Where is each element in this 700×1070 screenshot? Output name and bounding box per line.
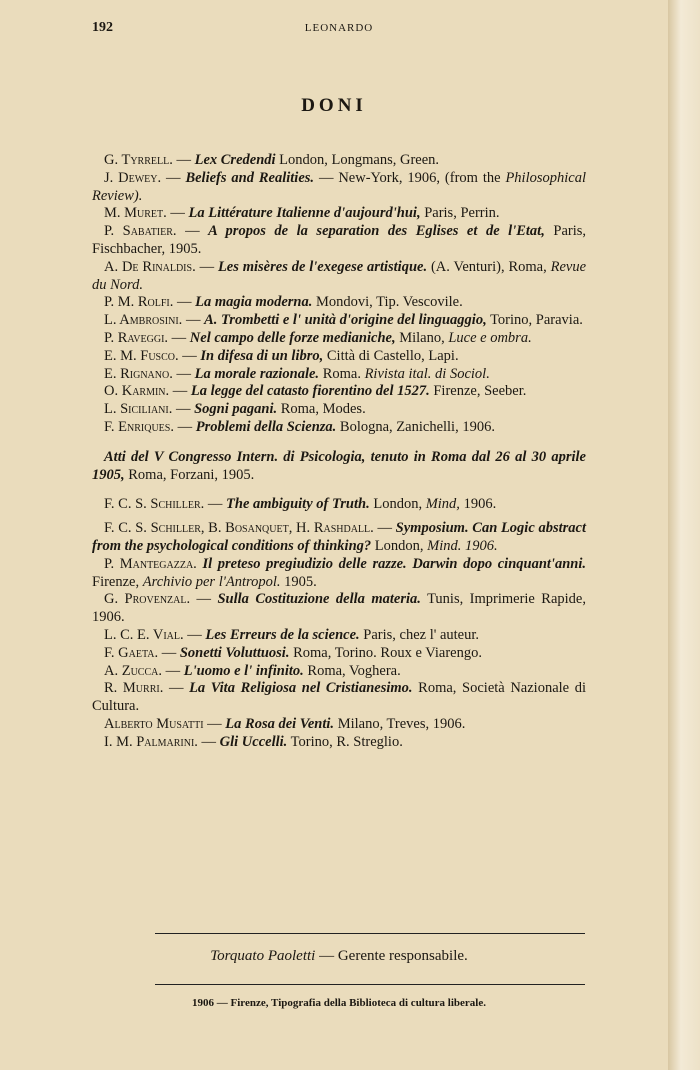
entry-separator: — bbox=[169, 383, 191, 400]
entry-title: Nel campo delle forze medianiche, bbox=[189, 329, 396, 346]
entry-publisher: Roma. bbox=[319, 365, 365, 382]
entry-separator: — bbox=[195, 258, 218, 275]
printer-imprint: 1906 — Firenze, Tipografia della Biblioteca di cultura liberale. bbox=[192, 997, 486, 1009]
entry-title: The ambiguity of Truth. bbox=[226, 496, 370, 513]
entry-separator: — bbox=[172, 365, 195, 382]
entry-periodical: Rivista ital. di Sociol. bbox=[364, 365, 490, 382]
entry-title: Sonetti Voluttuosi. bbox=[179, 644, 290, 661]
entry-publisher: Torino, Paravia. bbox=[486, 312, 583, 329]
entry-separator: — bbox=[183, 626, 206, 643]
entry-publisher: Milano, bbox=[395, 329, 449, 346]
entry-title: La morale razionale. bbox=[194, 365, 320, 382]
entry-separator: — bbox=[197, 733, 220, 750]
entry-separator: — bbox=[190, 591, 218, 608]
entry-author: F. Enriques. bbox=[104, 418, 174, 435]
entry-title: Il preteso pregiudizio delle razze. Darwin dopo cinquant'anni. bbox=[202, 555, 586, 572]
entry-separator: — bbox=[162, 662, 184, 679]
entry-periodical: Luce e ombra. bbox=[448, 329, 532, 346]
entry-publisher: Firenze, Seeber. bbox=[429, 383, 527, 400]
donation-entry bbox=[92, 366, 586, 384]
entry-separator: — bbox=[168, 329, 190, 346]
donation-entry bbox=[92, 449, 586, 485]
entry-separator: — bbox=[173, 294, 196, 311]
donation-entry bbox=[92, 520, 586, 556]
entry-publisher: Roma, Torino. Roux e Viarengo. bbox=[289, 644, 482, 661]
donation-entry bbox=[92, 294, 586, 312]
entry-periodical: Archivio per l'Antropol. bbox=[142, 573, 281, 590]
donation-entry bbox=[92, 734, 586, 752]
manager-role: — Gerente responsabile. bbox=[315, 948, 468, 964]
entry-publisher: London, Longmans, Green. bbox=[275, 152, 440, 168]
entry-author: I. M. Palmarini. bbox=[104, 733, 198, 750]
divider-rule bbox=[155, 984, 585, 985]
entry-title: Lex Credendi bbox=[194, 152, 276, 168]
page-edge bbox=[668, 0, 700, 1070]
entry-author: L. C. E. Vial. bbox=[104, 626, 184, 643]
manager-name: Torquato Paoletti bbox=[210, 948, 316, 964]
entry-publisher: Milano, Treves, 1906. bbox=[334, 715, 466, 732]
entry-separator: — bbox=[172, 401, 195, 418]
page-header bbox=[92, 20, 586, 40]
entry-author: G. Tyrrell. bbox=[104, 152, 173, 168]
entry-title: La Rosa dei Venti. bbox=[225, 715, 335, 732]
entry-separator: — bbox=[173, 418, 196, 435]
entry-publisher: Roma, Modes. bbox=[277, 401, 366, 418]
donation-entry bbox=[92, 645, 586, 663]
entry-publisher: Roma, Forzani, 1905. bbox=[124, 466, 255, 483]
donation-entry bbox=[92, 312, 586, 330]
donation-entry bbox=[92, 205, 586, 223]
entry-title: Sogni pagani. bbox=[194, 401, 278, 418]
entry-author: G. Provenzal. bbox=[104, 591, 191, 608]
entry-title: La Vita Religiosa nel Cristianesimo. bbox=[189, 680, 413, 697]
entry-separator: — bbox=[203, 715, 226, 732]
entry-publisher: Città di Castello, Lapi. bbox=[323, 347, 459, 364]
entry-author: P. Raveggi. bbox=[104, 329, 169, 346]
running-title: LEONARDO bbox=[304, 22, 374, 34]
entry-publisher: (A. Venturi), Roma, bbox=[427, 258, 551, 275]
donation-entry bbox=[92, 170, 586, 206]
entry-author: L. Siciliani. bbox=[104, 401, 173, 418]
donations-list bbox=[92, 152, 586, 752]
entry-periodical: Revue du Nord. bbox=[92, 258, 587, 293]
entry-title: Beliefs and Realities. bbox=[185, 169, 315, 186]
entry-title: Les misères de l'exegese artistique. bbox=[217, 258, 428, 275]
entry-author: Alberto Musatti bbox=[104, 715, 204, 732]
entry-title: La magia moderna. bbox=[195, 294, 313, 311]
entry-separator: — bbox=[182, 312, 205, 329]
entry-publisher: Roma, Società Nazionale di Cultura. bbox=[92, 680, 586, 715]
entry-title: Gli Uccelli. bbox=[219, 733, 288, 750]
entry-author: P. M. Rolfi. bbox=[104, 294, 174, 311]
entry-publisher: Firenze, bbox=[92, 573, 143, 590]
entry-publisher: Paris, Fischbacher, 1905. bbox=[92, 223, 587, 257]
entry-publisher: Roma, Voghera. bbox=[303, 662, 401, 679]
entry-title: Atti del V Congresso Intern. di Psicologia, tenuto in Roma dal 26 al 30 aprile 1905, bbox=[92, 448, 586, 483]
donation-entry bbox=[92, 716, 586, 734]
entry-separator: — bbox=[176, 223, 209, 240]
entry-title: La legge del catasto fiorentino del 1527. bbox=[190, 383, 430, 400]
donation-entry bbox=[92, 419, 586, 437]
entry-title: Sulla Costituzione della materia. bbox=[217, 591, 421, 608]
donation-entry bbox=[92, 680, 586, 716]
entry-author: P. Sabatier. bbox=[104, 223, 177, 240]
entry-title: L'uomo e l' infinito. bbox=[183, 662, 304, 679]
entry-author: A. Zucca. bbox=[104, 662, 162, 679]
entry-title: Problemi della Scienza. bbox=[195, 418, 337, 435]
entry-title: Les Erreurs de la science. bbox=[205, 626, 360, 643]
donation-entry bbox=[92, 223, 586, 259]
donation-entry bbox=[92, 663, 586, 681]
entry-periodical: Mind. 1906. bbox=[427, 537, 498, 554]
entry-title: A. Trombetti e l' unità d'origine del linguaggio, bbox=[204, 312, 487, 329]
entry-periodical: Philosophical Review). bbox=[92, 169, 587, 204]
entry-title: Symposium. Can Logic abstract from the psychological conditions of thinking? bbox=[92, 520, 586, 554]
page-number: 192 bbox=[92, 20, 113, 35]
donation-entry bbox=[92, 591, 586, 627]
entry-author: F. C. S. Schiller. bbox=[104, 496, 205, 513]
entry-separator: — bbox=[204, 496, 227, 513]
entry-author: L. Ambrosini. bbox=[104, 312, 183, 329]
donation-entry bbox=[92, 401, 586, 419]
entry-publisher: Mondovi, Tip. Vescovile. bbox=[312, 294, 463, 311]
donation-entry bbox=[92, 259, 586, 295]
entry-publisher: London, bbox=[371, 537, 428, 554]
entry-author: F. C. S. Schiller, B. Bosanquet, H. Rashdall. bbox=[104, 520, 374, 537]
entry-year: 1906. bbox=[459, 496, 497, 513]
entry-publisher: Tunis, Imprimerie Rapide, 1906. bbox=[92, 591, 586, 626]
section-title: DONI bbox=[301, 95, 367, 116]
entry-author: R. Murri. bbox=[104, 680, 164, 697]
entry-publisher: London, bbox=[369, 496, 426, 513]
entry-title: A propos de la separation des Eglises et de l'Etat, bbox=[208, 223, 545, 240]
entry-publisher: Torino, R. Streglio. bbox=[287, 733, 403, 750]
entry-author: A. De Rinaldis. bbox=[104, 258, 196, 275]
donation-entry bbox=[92, 152, 586, 170]
donation-entry bbox=[92, 348, 586, 366]
entry-author: F. Gaeta. bbox=[104, 644, 159, 661]
entry-separator: — bbox=[158, 644, 180, 661]
entry-separator: — bbox=[166, 205, 189, 222]
entry-separator: — bbox=[178, 347, 201, 364]
entry-separator: — bbox=[163, 680, 190, 697]
entry-author: J. Dewey. bbox=[104, 169, 162, 186]
entry-publisher: Paris, chez l' auteur. bbox=[359, 626, 480, 643]
entry-title: In difesa di un libro, bbox=[200, 347, 324, 364]
entry-year: 1905. bbox=[280, 573, 317, 590]
entry-author: E. Rignano. bbox=[104, 365, 173, 382]
responsible-manager-line bbox=[92, 948, 586, 965]
entry-author: M. Muret. bbox=[104, 205, 167, 222]
donation-entry bbox=[92, 383, 586, 401]
donation-entry bbox=[92, 496, 586, 514]
entry-periodical: Mind, bbox=[425, 496, 460, 513]
entry-publisher: Bologna, Zanichelli, 1906. bbox=[336, 418, 495, 435]
entry-title: La Littérature Italienne d'aujourd'hui, bbox=[188, 205, 421, 222]
entry-separator: — bbox=[172, 152, 195, 168]
entry-publisher: Paris, Perrin. bbox=[420, 205, 500, 222]
entry-separator: — bbox=[373, 520, 396, 537]
divider-rule bbox=[155, 933, 585, 934]
entry-publisher: — New-York, 1906, (from the bbox=[314, 169, 506, 186]
entry-author: E. M. Fusco. bbox=[104, 347, 179, 364]
donation-entry bbox=[92, 556, 586, 592]
donation-entry bbox=[92, 330, 586, 348]
donation-entry bbox=[92, 627, 586, 645]
entry-separator: — bbox=[161, 169, 186, 186]
entry-author: P. Mantegazza. bbox=[104, 555, 197, 572]
entry-author: O. Karmin. bbox=[104, 383, 170, 400]
